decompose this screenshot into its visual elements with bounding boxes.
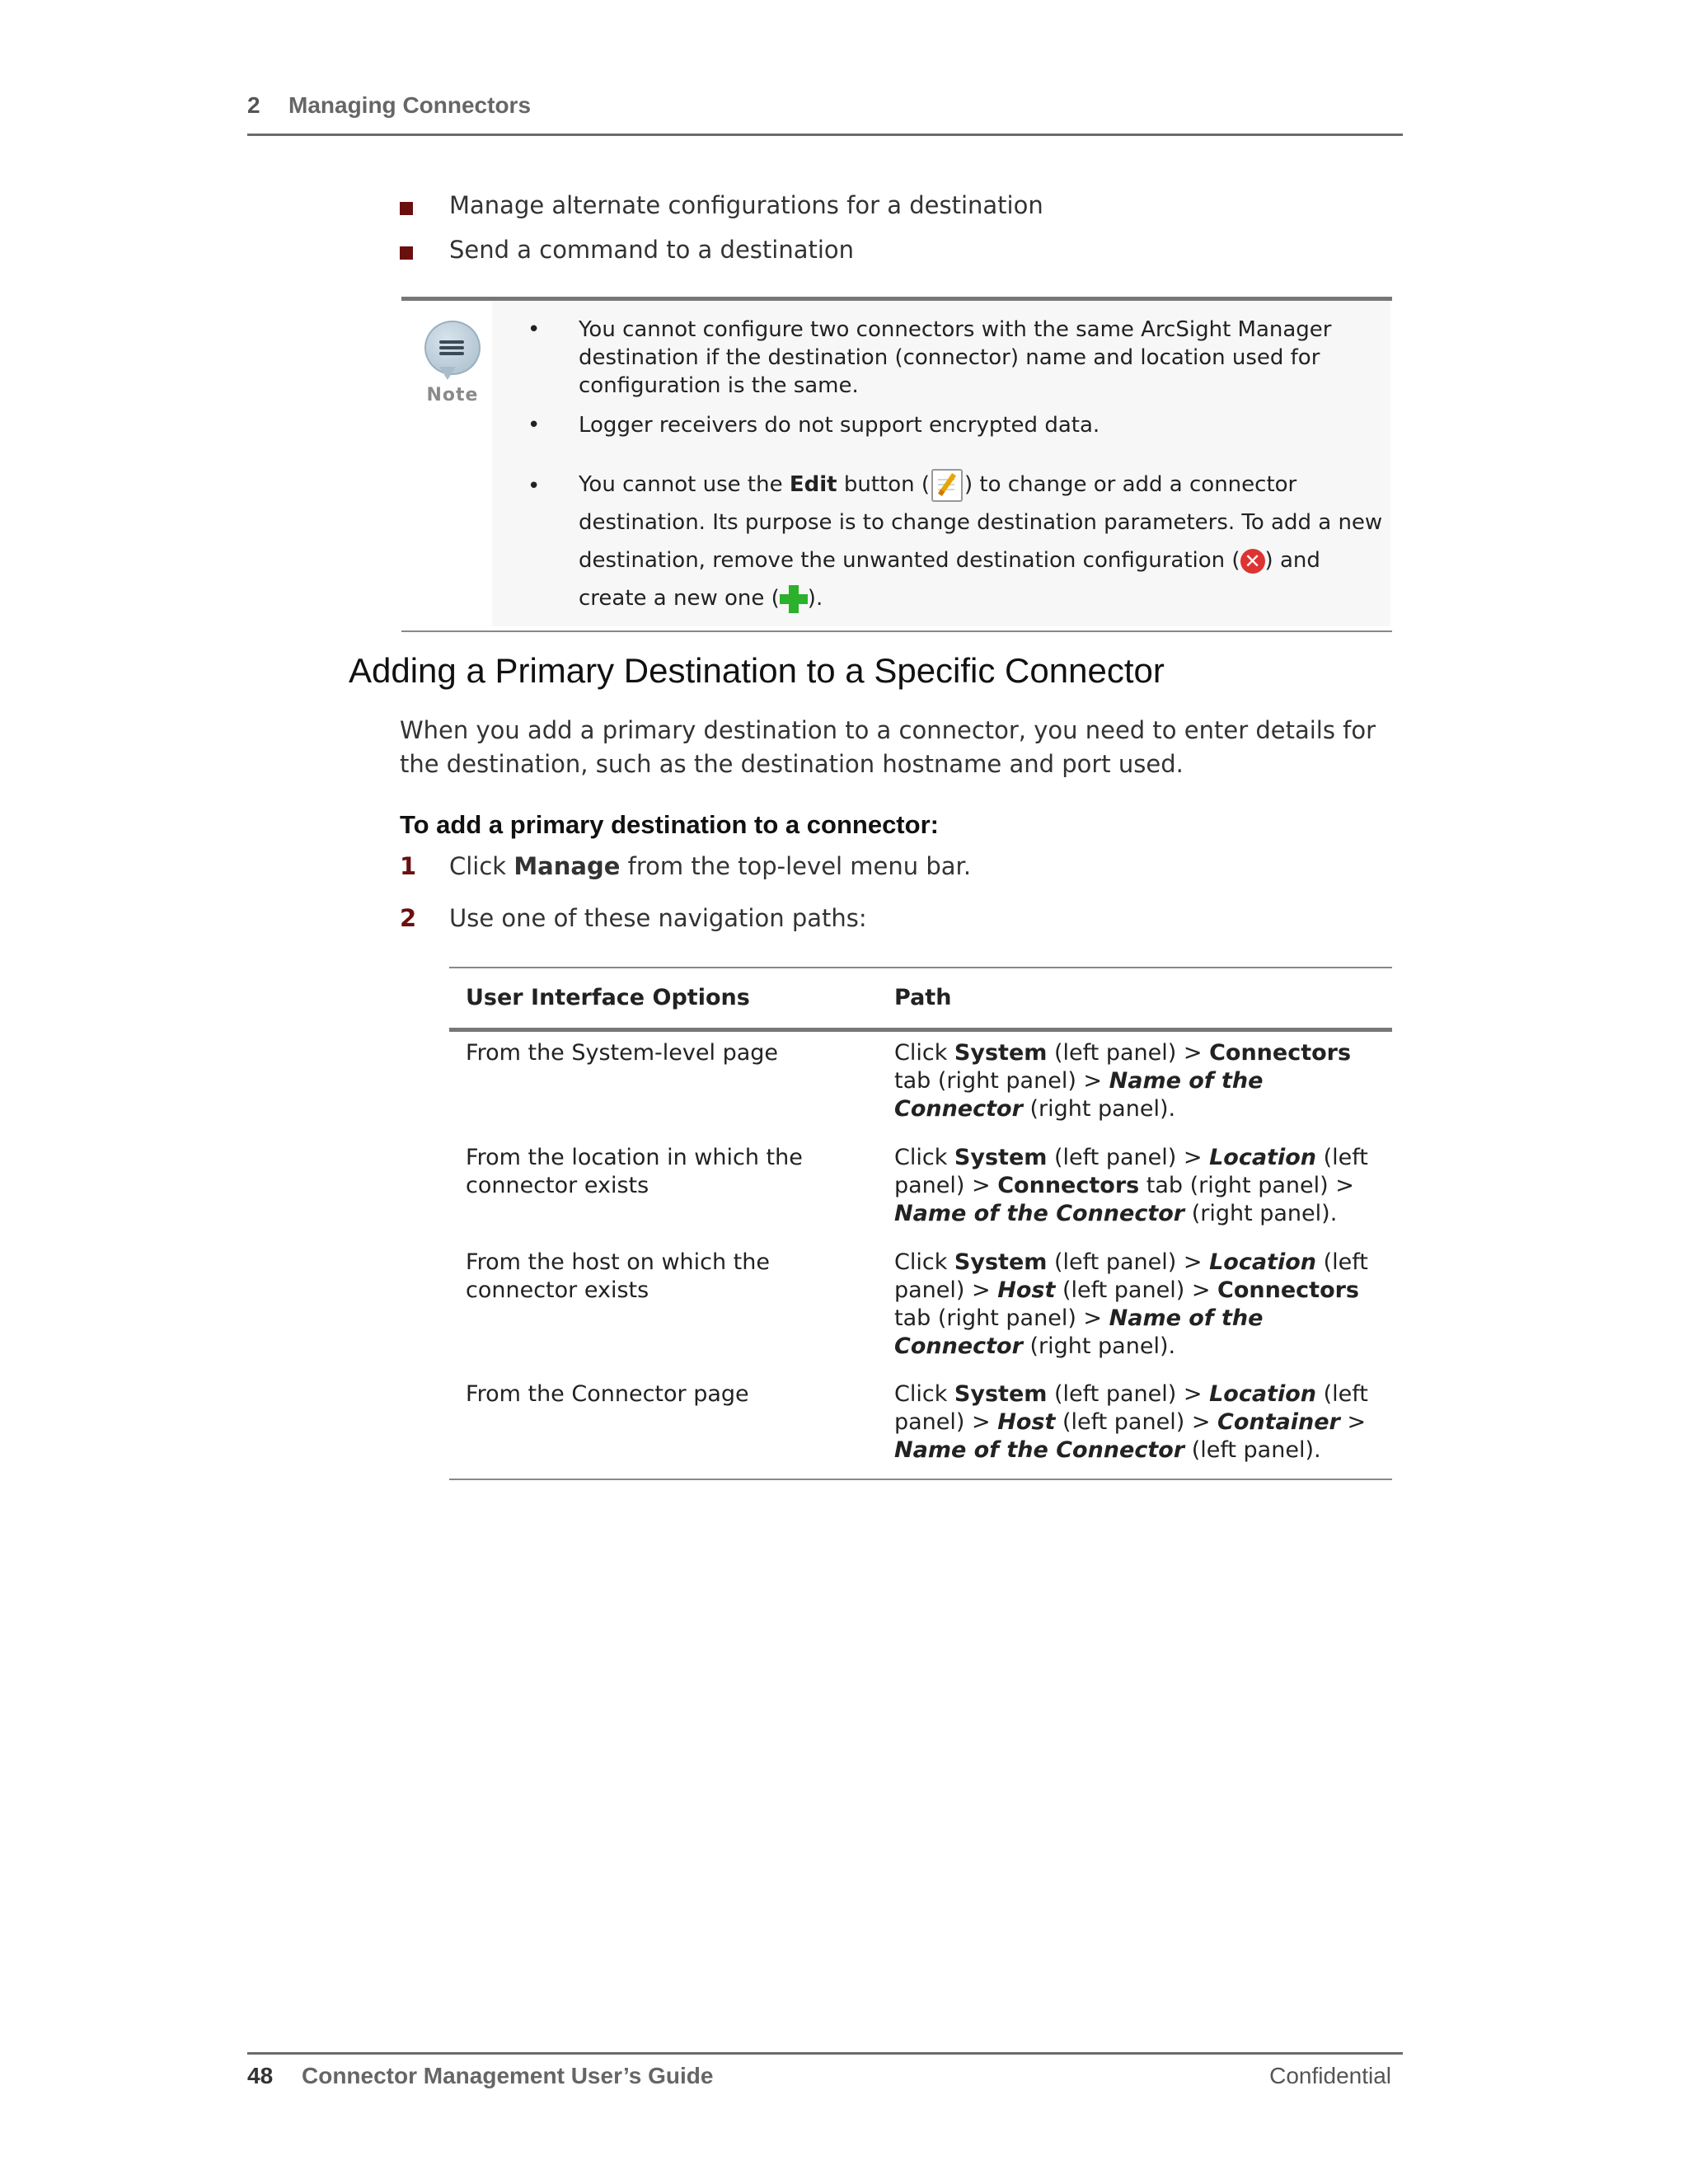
note-content: • You cannot configure two connectors with the same ArcSight Manager destination if the destination (connector) name and location used for configuration is the same. • Logger receivers do not support encrypted data. • You cannot use the Edit button ( ) to change or add a connector destination. Its purpose is to change destination parameters. To add a new destination, remove the unwanted destination configuration ( ✕ ) and create a new one ( ).: [492, 301, 1390, 626]
table-header: [449, 968, 1392, 1032]
procedure-heading: To add a primary destination to a connector:: [400, 810, 939, 839]
table-row: From the System-level page Click System (left panel) > Connectors tab (right panel) > Name of the Connector (right panel).: [466, 1040, 1352, 1122]
page-number: 48: [247, 2063, 274, 2088]
note-icon: [420, 321, 482, 411]
page-header: [247, 92, 1403, 136]
column-header: User Interface Options: [466, 985, 750, 1010]
section-heading: Adding a Primary Destination to a Specific Connector: [349, 651, 1165, 690]
list-item: Manage alternate configurations for a destination: [400, 188, 1389, 232]
chapter-number: 2: [247, 92, 260, 118]
note-box: [401, 297, 1392, 632]
navigation-paths-table: [449, 967, 1392, 1480]
guide-title: Connector Management User’s Guide: [302, 2063, 714, 2088]
add-icon: [780, 585, 808, 613]
table-row: From the host on which the connector exists Click System (left panel) > Location (left panel) > Host (left panel) > Connectors tab (right panel) > Name of the Connector (right panel).: [466, 1249, 1368, 1359]
bullet-list: [400, 188, 1389, 277]
bullet-square-icon: [400, 246, 413, 260]
list-item: Send a command to a destination: [400, 232, 1389, 277]
column-header: Path: [894, 985, 952, 1010]
note-icon-label: Note: [426, 385, 479, 405]
table-row: From the location in which the connector exists Click System (left panel) > Location (left panel) > Connectors tab (right panel) > Name of the Connector (right panel).: [466, 1145, 1368, 1226]
bullet-square-icon: [400, 202, 413, 215]
chapter-title: Managing Connectors: [288, 92, 532, 118]
edit-icon: [931, 469, 963, 502]
table-row: From the Connector page Click System (left panel) > Location (left panel) > Host (left panel) > Container > Name of the Connector (left panel).: [466, 1381, 1368, 1463]
section-intro: When you add a primary destination to a connector, you need to enter details for the destination, such as the destination hostname and port used.: [400, 716, 1376, 778]
delete-icon: ✕: [1240, 549, 1265, 574]
page-footer: [247, 2052, 1403, 2088]
confidential-label: Confidential: [1269, 2063, 1391, 2088]
